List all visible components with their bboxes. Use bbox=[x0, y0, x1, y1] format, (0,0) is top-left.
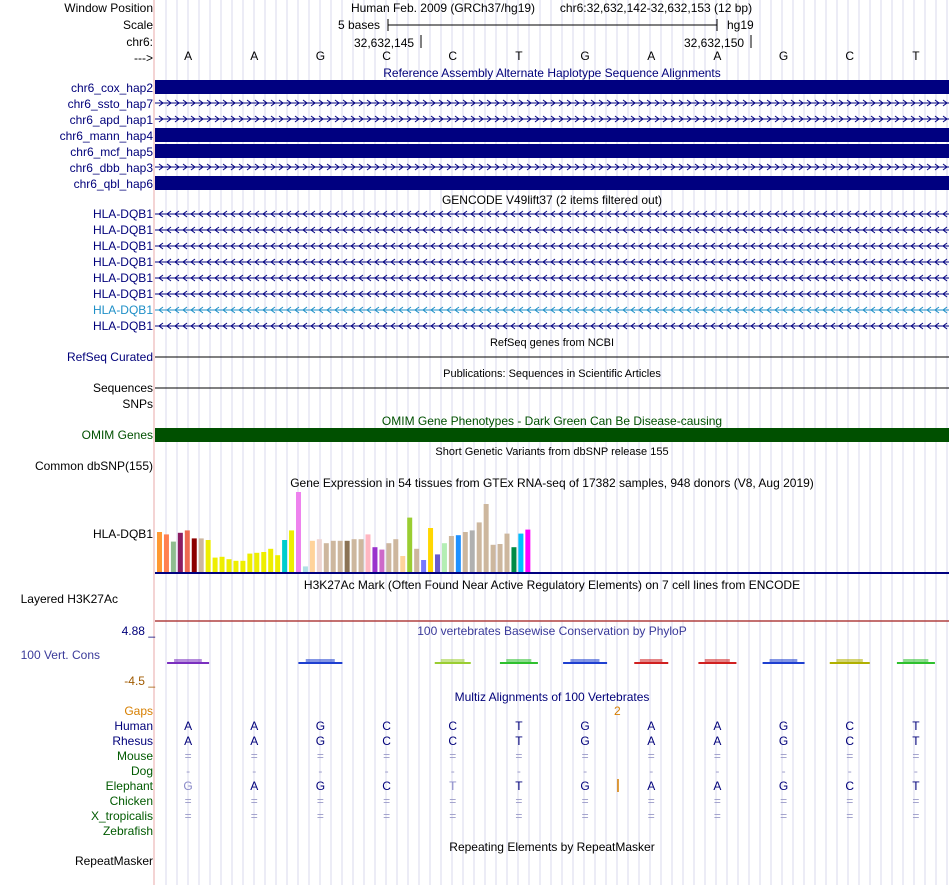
alignment-base: = bbox=[515, 749, 523, 763]
cons-glyph bbox=[903, 659, 928, 662]
alignment-base: = bbox=[647, 809, 655, 823]
gtex-bar bbox=[275, 555, 280, 572]
alt-haplo-block bbox=[155, 176, 949, 190]
alignment-base: - bbox=[781, 764, 786, 778]
species-label-dog: Dog bbox=[130, 764, 153, 778]
species-label-elephant: Elephant bbox=[105, 779, 153, 793]
gtex-bar bbox=[456, 535, 461, 572]
h3k27ac-title: H3K27Ac Mark (Often Found Near Active Regulatory Elements) on 7 cell lines from ENCODE bbox=[303, 578, 801, 592]
scale-label: Scale bbox=[122, 18, 153, 32]
base-letter: T bbox=[515, 49, 523, 63]
alignment-base: T bbox=[515, 734, 523, 748]
alignment-base: - bbox=[186, 764, 191, 778]
pubs-title: Publications: Sequences in Scientific Articles bbox=[443, 368, 661, 380]
gtex-bar bbox=[268, 549, 273, 572]
alignment-base: A bbox=[184, 734, 193, 748]
gtex-bar bbox=[213, 558, 218, 572]
dbsnp-title: Short Genetic Variants from dbSNP release 155 bbox=[435, 446, 669, 458]
alignment-base: = bbox=[713, 794, 721, 808]
base-letter: A bbox=[250, 49, 259, 63]
species-label-xtropicalis: X_tropicalis bbox=[90, 809, 153, 823]
alignment-base: A bbox=[647, 734, 656, 748]
alignment-base: - bbox=[913, 764, 918, 778]
alignment-base: = bbox=[383, 794, 391, 808]
alignment-base: = bbox=[449, 794, 457, 808]
scale-assembly: hg19 bbox=[727, 18, 754, 32]
alignment-base: C bbox=[382, 734, 391, 748]
gtex-bar bbox=[199, 538, 204, 572]
multiz-gaps-label: Gaps bbox=[124, 704, 153, 718]
position-coords: chr6:32,632,142-32,632,153 (12 bp) bbox=[559, 1, 753, 15]
pubs-sequences-label[interactable]: Sequences bbox=[92, 381, 153, 395]
alignment-base: = bbox=[515, 794, 523, 808]
refseq-title: RefSeq genes from NCBI bbox=[489, 337, 615, 349]
omim-label[interactable]: OMIM Genes bbox=[81, 428, 153, 442]
alignment-base: = bbox=[316, 794, 324, 808]
cons-glyph bbox=[705, 659, 730, 662]
alt-haplo-item-label[interactable]: chr6_apd_hap1 bbox=[69, 113, 153, 127]
gtex-bar bbox=[442, 543, 447, 572]
alignment-base: = bbox=[383, 749, 391, 763]
gtex-bar bbox=[525, 530, 530, 572]
repeatmasker-title: Repeating Elements by RepeatMasker bbox=[449, 840, 655, 854]
alignment-base: = bbox=[449, 749, 457, 763]
window-position-label: Window Position bbox=[64, 1, 153, 15]
gtex-bar bbox=[233, 561, 238, 572]
gtex-bar bbox=[484, 504, 489, 572]
cons-mark bbox=[563, 662, 607, 664]
alt-haplo-block bbox=[155, 128, 949, 142]
alignment-base: = bbox=[184, 809, 192, 823]
cons-label[interactable]: 100 Vert. Cons bbox=[20, 648, 100, 662]
gtex-bar bbox=[428, 528, 433, 572]
alignment-base: = bbox=[780, 809, 788, 823]
alignment-base: = bbox=[912, 749, 920, 763]
alignment-base: C bbox=[845, 734, 855, 748]
alignment-base: = bbox=[846, 809, 854, 823]
alignment-base: A bbox=[647, 779, 656, 793]
cons-ymin-label: -4.5 _ bbox=[124, 674, 155, 688]
cons-glyph bbox=[836, 659, 862, 662]
gencode-item-label[interactable]: HLA-DQB1 bbox=[92, 239, 153, 253]
gtex-bar bbox=[359, 539, 364, 572]
gtex-bar bbox=[505, 534, 510, 572]
gencode-item-label[interactable]: HLA-DQB1 bbox=[92, 207, 153, 221]
gtex-bar bbox=[220, 557, 225, 572]
alignment-base: = bbox=[316, 809, 324, 823]
alignment-base: = bbox=[713, 809, 721, 823]
alignment-base: G bbox=[778, 779, 789, 793]
gtex-bar bbox=[310, 541, 315, 572]
gencode-item-label[interactable]: HLA-DQB1 bbox=[92, 271, 153, 285]
gtex-title: Gene Expression in 54 tissues from GTEx RNA-seq of 17382 samples, 948 donors (V8, Aug 2019) bbox=[290, 476, 814, 490]
cons-title: 100 vertebrates Basewise Conservation by PhyloP bbox=[417, 624, 687, 638]
omim-title: OMIM Gene Phenotypes - Dark Green Can Be Disease-causing bbox=[381, 414, 723, 428]
gencode-item-label[interactable]: HLA-DQB1 bbox=[92, 319, 153, 333]
alignment-base: - bbox=[450, 764, 455, 778]
alignment-base: C bbox=[382, 779, 391, 793]
gtex-bar bbox=[331, 541, 336, 572]
cons-ymax-label: 4.88 _ bbox=[121, 624, 155, 638]
gap-count: 2 bbox=[614, 704, 621, 718]
alignment-base: = bbox=[515, 809, 523, 823]
base-letter: A bbox=[184, 49, 193, 63]
gtex-bar bbox=[324, 543, 329, 572]
base-letter: G bbox=[580, 49, 590, 63]
alignment-base: = bbox=[184, 794, 192, 808]
alt-haplo-item-label[interactable]: chr6_mann_hap4 bbox=[59, 129, 153, 143]
alt-haplo-item-label[interactable]: chr6_cox_hap2 bbox=[70, 81, 153, 95]
gtex-bar bbox=[435, 554, 440, 572]
gencode-item-label[interactable]: HLA-DQB1 bbox=[92, 255, 153, 269]
alt-haplo-block bbox=[155, 80, 949, 94]
multiz-title: Multiz Alignments of 100 Vertebrates bbox=[454, 690, 650, 704]
gtex-bar bbox=[261, 552, 266, 572]
alignment-base: - bbox=[847, 764, 852, 778]
alignment-base: = bbox=[383, 809, 391, 823]
gtex-bar bbox=[463, 532, 468, 572]
gtex-bar bbox=[185, 530, 190, 572]
alt-haplo-item-label[interactable]: chr6_mcf_hap5 bbox=[70, 145, 153, 159]
gtex-bar bbox=[296, 492, 301, 572]
species-label-human: Human bbox=[114, 719, 153, 733]
gtex-bar bbox=[171, 542, 176, 572]
alignment-base: = bbox=[713, 749, 721, 763]
gencode-item-label[interactable]: HLA-DQB1 bbox=[92, 287, 153, 301]
alignment-base: = bbox=[846, 794, 854, 808]
alignment-base: G bbox=[315, 719, 326, 733]
gtex-bar bbox=[491, 545, 496, 572]
cons-glyph bbox=[770, 659, 798, 662]
alignment-base: = bbox=[581, 794, 589, 808]
alignment-base: A bbox=[184, 719, 193, 733]
gtex-bar bbox=[345, 541, 350, 572]
alignment-base: = bbox=[581, 809, 589, 823]
gtex-bar bbox=[157, 532, 162, 572]
gtex-bar bbox=[227, 559, 232, 572]
alignment-base: = bbox=[316, 749, 324, 763]
alignment-base: T bbox=[912, 719, 920, 733]
cons-glyph bbox=[640, 659, 662, 662]
gtex-bar bbox=[206, 540, 211, 572]
alignment-base: = bbox=[250, 749, 258, 763]
chrom-label: chr6: bbox=[126, 35, 153, 49]
scale-bases: 5 bases bbox=[338, 18, 381, 32]
alt-haplo-title: Reference Assembly Alternate Haplotype Sequence Alignments bbox=[383, 66, 721, 80]
alignment-base: C bbox=[845, 719, 855, 733]
alignment-base: G bbox=[580, 734, 590, 748]
repeatmasker-label[interactable]: RepeatMasker bbox=[74, 854, 153, 868]
alignment-base: G bbox=[580, 719, 590, 733]
alignment-base: - bbox=[384, 764, 389, 778]
alignment-base: C bbox=[845, 779, 855, 793]
alignment-base: G bbox=[315, 779, 326, 793]
gencode-item-label[interactable]: HLA-DQB1 bbox=[92, 223, 153, 237]
gtex-bar bbox=[164, 534, 169, 572]
alignment-base: = bbox=[647, 749, 655, 763]
cons-mark bbox=[698, 662, 736, 664]
cons-glyph bbox=[174, 659, 202, 662]
alignment-base: = bbox=[846, 749, 854, 763]
gtex-bar bbox=[240, 561, 245, 572]
cons-mark bbox=[830, 662, 870, 664]
alignment-base: = bbox=[912, 809, 920, 823]
gtex-bar bbox=[511, 547, 516, 572]
cons-glyph bbox=[570, 659, 599, 662]
alignment-base: = bbox=[647, 794, 655, 808]
alignment-base: C bbox=[382, 719, 391, 733]
gtex-bar bbox=[282, 540, 287, 572]
alignment-base: G bbox=[580, 779, 590, 793]
gtex-bar bbox=[366, 534, 371, 572]
alignment-base: G bbox=[778, 719, 789, 733]
alignment-base: = bbox=[912, 794, 920, 808]
alignment-base: - bbox=[252, 764, 257, 778]
gtex-bar bbox=[254, 553, 259, 572]
alignment-base: A bbox=[647, 719, 656, 733]
gtex-bar bbox=[247, 554, 252, 572]
cons-mark bbox=[435, 662, 471, 664]
alignment-base: A bbox=[713, 734, 722, 748]
alt-haplo-block bbox=[155, 144, 949, 158]
cons-mark bbox=[298, 662, 342, 664]
gtex-bar bbox=[178, 533, 183, 572]
alignment-base: G bbox=[183, 779, 193, 793]
base-letter: A bbox=[713, 49, 722, 63]
species-label-zebrafish: Zebrafish bbox=[102, 824, 153, 838]
cons-mark bbox=[897, 662, 935, 664]
alignment-base: - bbox=[715, 764, 720, 778]
omim-block bbox=[155, 428, 949, 442]
cons-glyph bbox=[506, 659, 531, 662]
gtex-bar bbox=[317, 539, 322, 572]
alignment-base: T bbox=[912, 734, 920, 748]
alignment-base: G bbox=[778, 734, 789, 748]
gtex-bar bbox=[289, 530, 294, 572]
alignment-base: - bbox=[583, 764, 588, 778]
strand-label: ---> bbox=[134, 51, 153, 65]
base-letter: T bbox=[912, 49, 920, 63]
gtex-bar bbox=[192, 538, 197, 572]
alignment-base: - bbox=[318, 764, 323, 778]
base-letter: C bbox=[845, 49, 855, 63]
alignment-base: = bbox=[449, 809, 457, 823]
alt-haplo-item-label[interactable]: chr6_qbl_hap6 bbox=[73, 177, 153, 191]
alignment-base: C bbox=[448, 734, 458, 748]
alignment-base: T bbox=[449, 779, 457, 793]
dbsnp-label[interactable]: Common dbSNP(155) bbox=[34, 459, 153, 473]
gencode-title: GENCODE V49lift37 (2 items filtered out) bbox=[441, 193, 663, 207]
gtex-bar bbox=[303, 566, 308, 572]
gtex-bar bbox=[414, 549, 419, 572]
pubs-snps-label[interactable]: SNPs bbox=[122, 397, 153, 411]
gtex-bar bbox=[338, 541, 343, 572]
coord-tick-2: 32,632,150 bbox=[684, 36, 745, 50]
alignment-base: T bbox=[515, 779, 523, 793]
gtex-bar bbox=[477, 522, 482, 572]
base-letter: A bbox=[647, 49, 656, 63]
cons-mark bbox=[634, 662, 668, 664]
base-letter: G bbox=[315, 49, 326, 63]
cons-glyph bbox=[441, 659, 465, 662]
alignment-base: A bbox=[250, 719, 259, 733]
gtex-bar bbox=[407, 518, 412, 572]
alignment-base: - bbox=[516, 764, 521, 778]
gtex-bar bbox=[372, 547, 377, 572]
coord-tick-1: 32,632,145 bbox=[354, 36, 415, 50]
alignment-base: = bbox=[184, 749, 192, 763]
alignment-base: = bbox=[250, 809, 258, 823]
h3k27ac-label[interactable]: Layered H3K27Ac bbox=[20, 592, 118, 606]
alignment-base: = bbox=[780, 794, 788, 808]
cons-mark bbox=[167, 662, 209, 664]
species-label-chicken: Chicken bbox=[109, 794, 153, 808]
gtex-bar bbox=[498, 544, 503, 572]
species-label-rhesus: Rhesus bbox=[112, 734, 153, 748]
base-letter: C bbox=[382, 49, 391, 63]
gtex-bar bbox=[421, 560, 426, 572]
alignment-base: C bbox=[448, 719, 458, 733]
base-letter: C bbox=[448, 49, 458, 63]
gtex-bar bbox=[352, 539, 357, 572]
cons-mark bbox=[500, 662, 538, 664]
gtex-bar bbox=[470, 530, 475, 572]
alignment-base: = bbox=[581, 749, 589, 763]
alignment-base: = bbox=[780, 749, 788, 763]
base-letter: G bbox=[778, 49, 789, 63]
alignment-base: A bbox=[713, 779, 722, 793]
alt-haplo-item-label[interactable]: chr6_dbb_hap3 bbox=[69, 161, 153, 175]
gtex-bar bbox=[518, 534, 523, 572]
alignment-base: T bbox=[912, 779, 920, 793]
alignment-base: A bbox=[250, 779, 259, 793]
alignment-base: G bbox=[315, 734, 326, 748]
alignment-base: - bbox=[649, 764, 654, 778]
gtex-gene-label[interactable]: HLA-DQB1 bbox=[92, 527, 153, 541]
alignment-base: A bbox=[250, 734, 259, 748]
cons-mark bbox=[763, 662, 805, 664]
gencode-item-label-highlighted[interactable]: HLA-DQB1 bbox=[92, 303, 153, 317]
cons-glyph bbox=[306, 659, 335, 662]
alignment-base: T bbox=[515, 719, 523, 733]
gtex-bar bbox=[393, 539, 398, 572]
species-label-mouse: Mouse bbox=[116, 749, 153, 763]
alignment-base: A bbox=[713, 719, 722, 733]
refseq-label[interactable]: RefSeq Curated bbox=[66, 350, 153, 364]
gtex-bar bbox=[400, 556, 405, 572]
gtex-bar bbox=[449, 536, 454, 572]
gtex-bar bbox=[379, 550, 384, 572]
alt-haplo-item-label[interactable]: chr6_ssto_hap7 bbox=[67, 97, 153, 111]
assembly-name: Human Feb. 2009 (GRCh37/hg19) bbox=[350, 1, 536, 15]
gtex-bar bbox=[386, 543, 391, 572]
alignment-base: = bbox=[250, 794, 258, 808]
